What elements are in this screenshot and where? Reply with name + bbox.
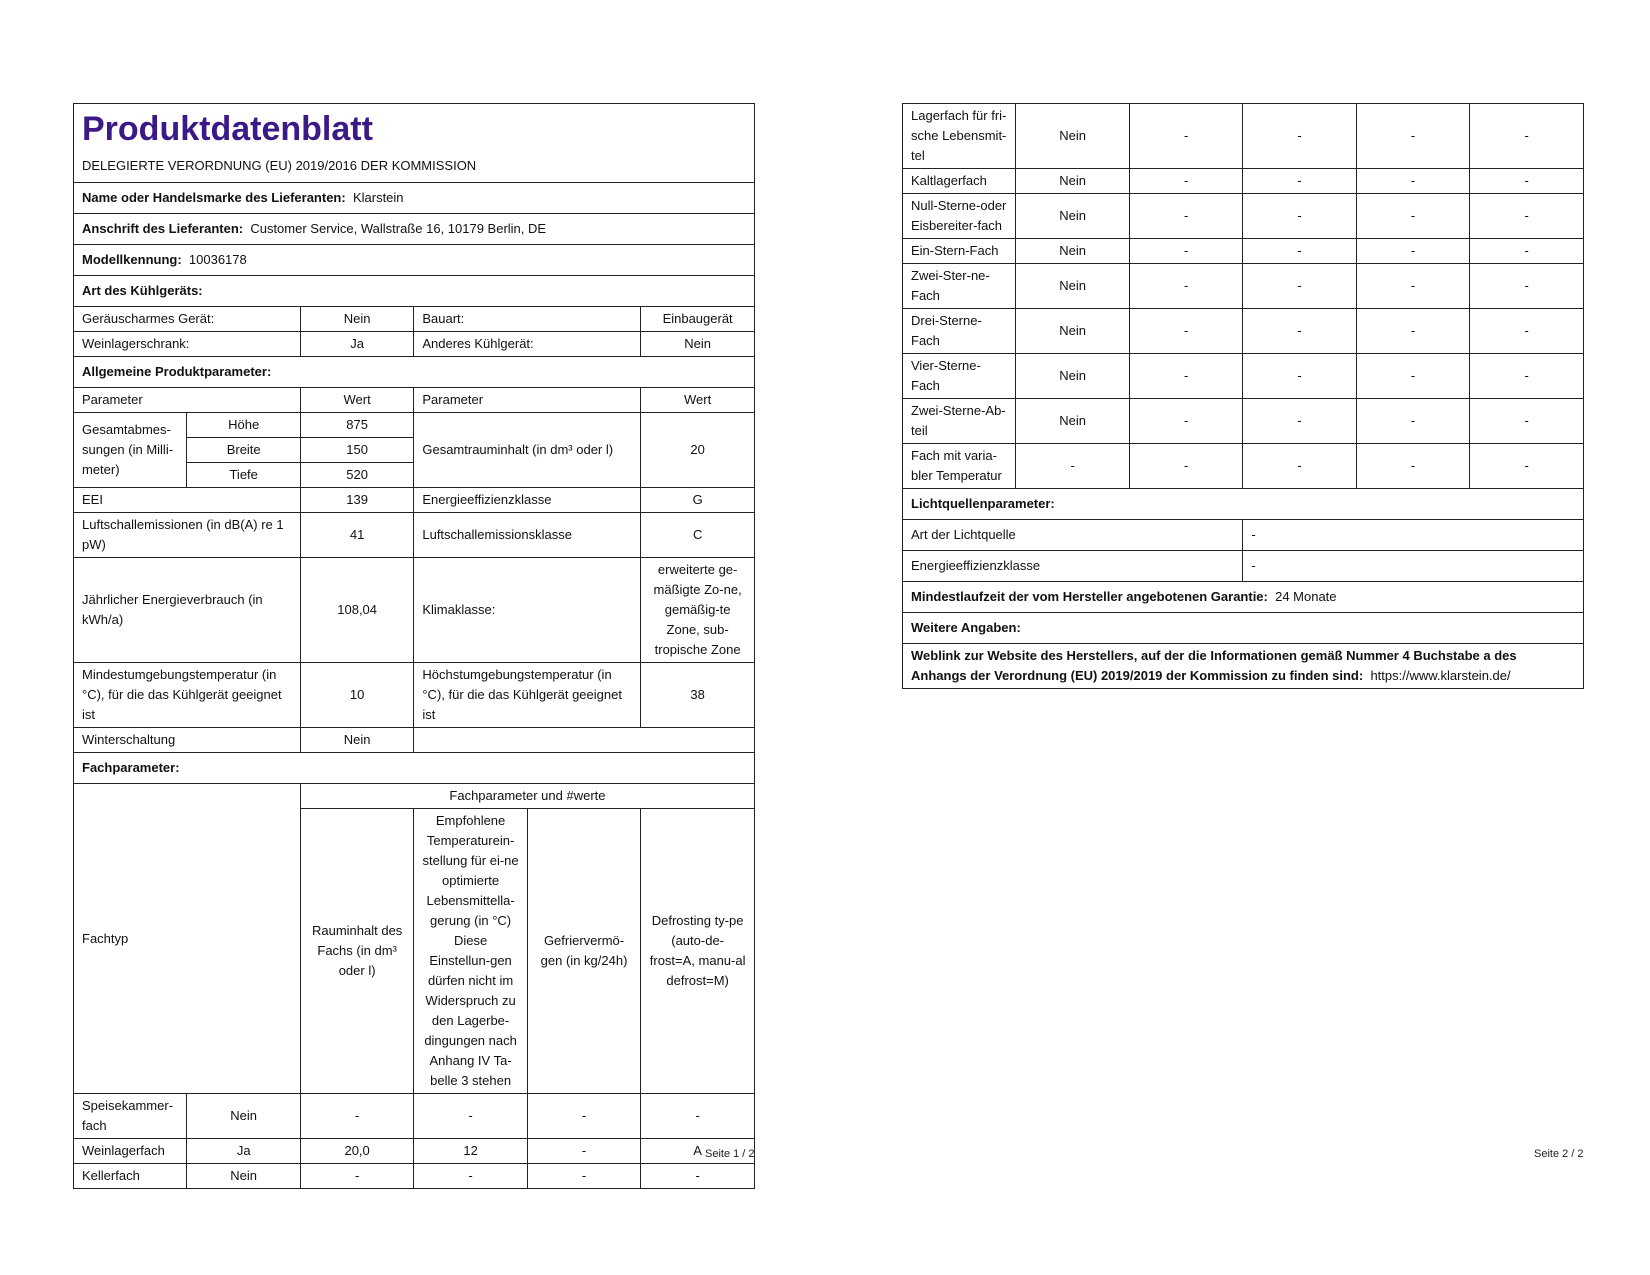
compartment-row: Vier-Sterne-Fach Nein - - - - xyxy=(903,354,1584,399)
depth-label: Tiefe xyxy=(187,463,300,488)
model-id: 10036178 xyxy=(188,252,247,267)
compartment-freeze-header: Gefriervermö-gen (in kg/24h) xyxy=(527,809,640,1094)
model-label: Modellkennung: xyxy=(82,252,182,267)
compartment-row: Ein-Stern-Fach Nein - - - - xyxy=(903,239,1584,264)
empty-cell xyxy=(414,728,755,753)
compartment-defrost-header: Defrosting ty-pe (auto-de-frost=A, manu-al defrost=M) xyxy=(641,809,755,1094)
light-params-heading: Lichtquellenparameter: xyxy=(903,489,1584,520)
annual-energy-label: Jährlicher Energieverbrauch (in kWh/a) xyxy=(74,558,301,663)
warranty-value: 24 Monate xyxy=(1275,589,1337,604)
volume-label: Gesamtrauminhalt (in dm³ oder l) xyxy=(414,413,641,488)
regulation-subtitle: DELEGIERTE VERORDNUNG (EU) 2019/2016 DER KOMMISSION xyxy=(82,158,477,173)
eei-label: EEI xyxy=(74,488,301,513)
compartment-row: Kaltlagerfach Nein - - - - xyxy=(903,169,1584,194)
winter-value: Nein xyxy=(300,728,413,753)
light-type-label: Art der Lichtquelle xyxy=(903,520,1243,551)
width-value: 150 xyxy=(300,438,413,463)
compartment-row: Lagerfach für fri-sche Lebensmit-tel Nein - - - - xyxy=(903,104,1584,169)
height-value: 875 xyxy=(300,413,413,438)
weblink-row xyxy=(903,644,1584,689)
noise-class-value: C xyxy=(641,513,755,558)
supplier-address: Customer Service, Wallstraße 16, 10179 Berlin, DE xyxy=(250,221,547,236)
energy-class-value: G xyxy=(641,488,755,513)
max-temp-label: Höchstumgebungstemperatur (in °C), für die das Kühlgerät geeignet ist xyxy=(414,663,641,728)
col-value-1: Wert xyxy=(300,388,413,413)
supplier-name-row xyxy=(74,183,755,214)
design-value: Einbaugerät xyxy=(641,307,755,332)
height-label: Höhe xyxy=(187,413,300,438)
climate-class-label: Klimaklasse: xyxy=(414,558,641,663)
volume-value: 20 xyxy=(641,413,755,488)
col-parameter-1: Parameter xyxy=(74,388,301,413)
compartment-row: Kellerfach Nein - - - - xyxy=(74,1164,755,1189)
noise-class-label: Luftschallemissionsklasse xyxy=(414,513,641,558)
min-temp-label: Mindestumgebungstemperatur (in °C), für die das Kühlgerät geeignet ist xyxy=(74,663,301,728)
page-number-1: Seite 1 / 2 xyxy=(705,1148,755,1160)
compartment-values-header: Fachparameter und #werte xyxy=(300,784,754,809)
climate-class-value: erweiterte ge-mäßigte Zo-ne, gemäßig-te Zone, sub-tropische Zone xyxy=(641,558,755,663)
general-params-heading: Allgemeine Produktparameter: xyxy=(74,357,755,388)
col-parameter-2: Parameter xyxy=(414,388,641,413)
compartment-volume-header: Rauminhalt des Fachs (in dm³ oder l) xyxy=(300,809,413,1094)
energy-class-label: Energieeffizienzklasse xyxy=(414,488,641,513)
light-class-label: Energieeffizienzklasse xyxy=(903,551,1243,582)
supplier-address-label: Anschrift des Lieferanten: xyxy=(82,221,244,236)
winter-label: Winterschaltung xyxy=(74,728,301,753)
wine-cabinet-label: Weinlagerschrank: xyxy=(74,332,301,357)
wine-cabinet-value: Ja xyxy=(300,332,413,357)
low-noise-value: Nein xyxy=(300,307,413,332)
supplier-address-row xyxy=(74,214,755,245)
page-number-2: Seite 2 / 2 xyxy=(1534,1148,1584,1160)
design-label: Bauart: xyxy=(414,307,641,332)
compartment-row: Zwei-Ster-ne-Fach Nein - - - - xyxy=(903,264,1584,309)
annual-energy-value: 108,04 xyxy=(300,558,413,663)
compartment-params-heading: Fachparameter: xyxy=(74,753,755,784)
datasheet-table-page-2 xyxy=(902,103,1584,689)
datasheet-table-page-1 xyxy=(73,103,755,1189)
col-value-2: Wert xyxy=(641,388,755,413)
min-temp-value: 10 xyxy=(300,663,413,728)
eei-value: 139 xyxy=(300,488,413,513)
supplier-name-label: Name oder Handelsmarke des Lieferanten: xyxy=(82,190,346,205)
max-temp-value: 38 xyxy=(641,663,755,728)
warranty-label: Mindestlaufzeit der vom Hersteller angebotenen Garantie: xyxy=(911,589,1268,604)
compartment-type-header: Fachtyp xyxy=(74,784,301,1094)
light-class-value: - xyxy=(1243,551,1584,582)
noise-label: Luftschallemissionen (in dB(A) re 1 pW) xyxy=(74,513,301,558)
other-device-label: Anderes Kühlgerät: xyxy=(414,332,641,357)
low-noise-label: Geräuscharmes Gerät: xyxy=(74,307,301,332)
further-info-heading: Weitere Angaben: xyxy=(903,613,1584,644)
page-title: Produktdatenblatt xyxy=(82,110,373,148)
compartment-row: Fach mit varia-bler Temperatur - - - - - xyxy=(903,444,1584,489)
compartment-temp-header: Empfohlene Temperaturein-stellung für ei-ne optimierte Lebensmittella-gerung (in °C) Diese Einstellun-gen dürfen nicht im Widerspruch zu den Lagerbe-dingungen nach Anhang IV Ta-belle 3 stehen xyxy=(414,809,527,1094)
warranty-row xyxy=(903,582,1584,613)
light-type-value: - xyxy=(1243,520,1584,551)
other-device-value: Nein xyxy=(641,332,755,357)
title-cell xyxy=(74,104,755,183)
compartment-row: Weinlagerfach Ja 20,0 12 - A xyxy=(74,1139,755,1164)
datasheet-page-2 xyxy=(902,103,1584,689)
compartment-row: Zwei-Sterne-Ab-teil Nein - - - - xyxy=(903,399,1584,444)
noise-value: 41 xyxy=(300,513,413,558)
datasheet-page-1 xyxy=(73,103,755,1189)
width-label: Breite xyxy=(187,438,300,463)
depth-value: 520 xyxy=(300,463,413,488)
compartment-row: Speisekammer-fach Nein - - - - xyxy=(74,1094,755,1139)
weblink-label: Weblink zur Website des Herstellers, auf der die Informationen gemäß Nummer 4 Buchstabe a des Anhangs der Verordnung (EU) 2019/2019 der Kommission zu finden sind: xyxy=(911,648,1517,683)
compartment-row: Null-Sterne-oder Eisbereiter-fach Nein - - - - xyxy=(903,194,1584,239)
model-row xyxy=(74,245,755,276)
weblink[interactable]: https://www.klarstein.de/ xyxy=(1370,668,1511,683)
dimensions-label: Gesamtabmes-sungen (in Milli-meter) xyxy=(74,413,187,488)
compartment-row: Drei-Sterne-Fach Nein - - - - xyxy=(903,309,1584,354)
device-type-heading: Art des Kühlgeräts: xyxy=(74,276,755,307)
supplier-name: Klarstein xyxy=(352,190,404,205)
